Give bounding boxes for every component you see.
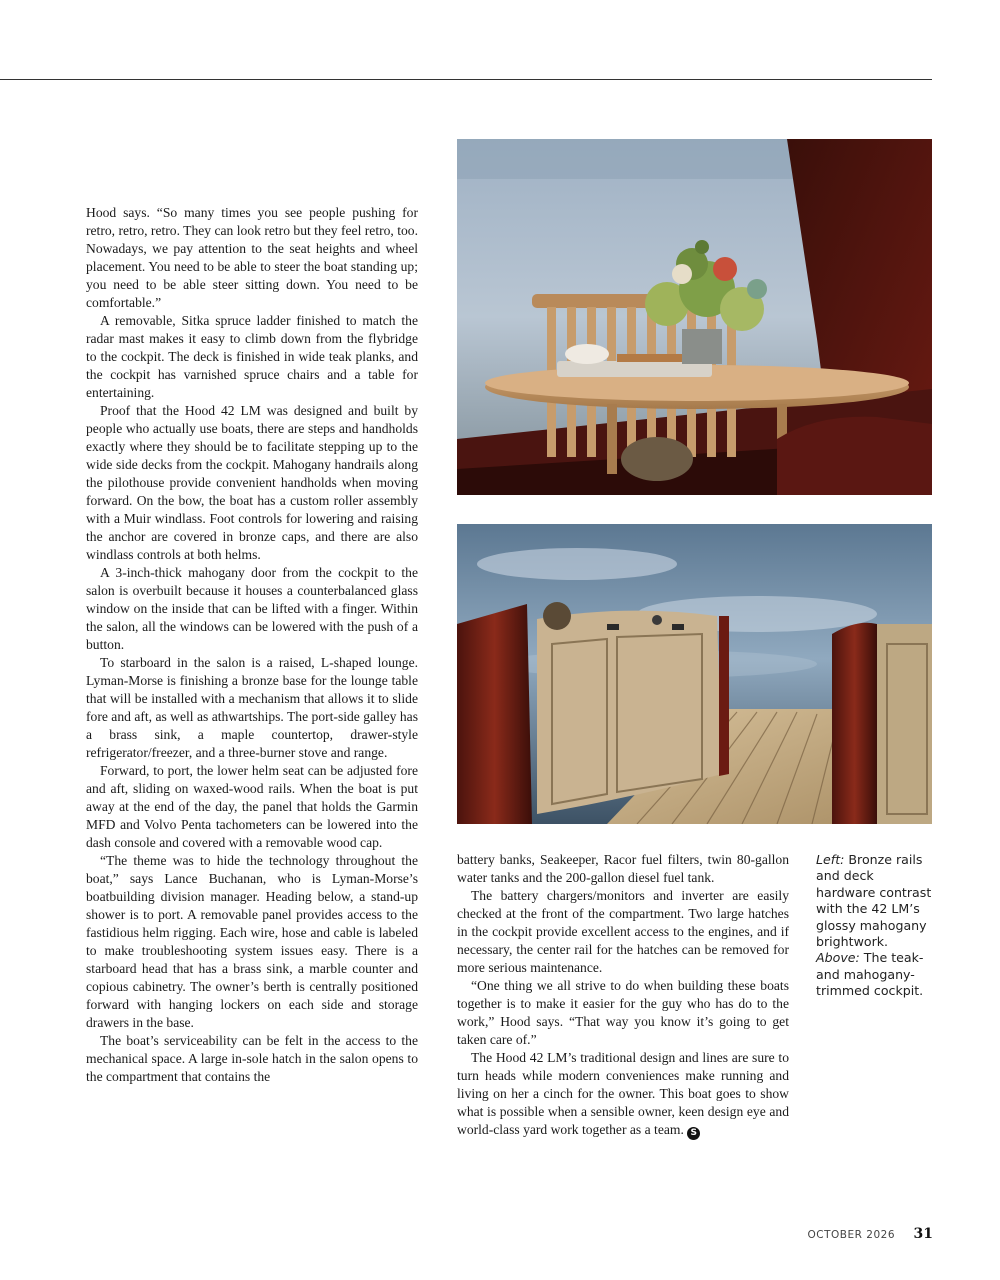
paragraph: A removable, Sitka spruce ladder finished to match the radar mast makes it easy to climb down from the flybridge to the cockpit. The deck is finished in wide teak planks, and the cockpit has varnished spruce chairs and a table for entertaining. bbox=[86, 313, 418, 400]
page-number: 31 bbox=[913, 1226, 933, 1242]
paragraph: Forward, to port, the lower helm seat can be adjusted fore and aft, sliding on waxed-wood rails. When the boat is put away at the end of the day, the panel that holds the Garmin MFD and Volvo Penta tachometers can be lowered into the dash console and covered with a removable wood cap. bbox=[86, 763, 418, 850]
paragraph: A 3-inch-thick mahogany door from the cockpit to the salon is overbuilt because it houses a counterbalanced glass window on the inside that can be lifted with a finger. Within the salon, all the windows can be lowered with the push of a button. bbox=[86, 565, 418, 652]
caption-above-label: Above: bbox=[816, 950, 860, 966]
caption-left-text: Bronze rails and deck hardware contrast with the 42 LM’s glossy mahogany brightwork. bbox=[816, 852, 932, 950]
paragraph: Hood says. “So many times you see people pushing for retro, retro, retro. They can look retro but they feel retro, too. Nowadays, we pay attention to the seat heights and wheel placement. You need to be able to steer the boat standing up; you need to be able steer sitting down. You need to be comfortable.” bbox=[86, 205, 418, 310]
paragraph: battery banks, Seakeeper, Racor fuel filters, twin 80-gallon water tanks and the 200-gallon diesel fuel tank. bbox=[457, 852, 789, 885]
paragraph: To starboard in the salon is a raised, L-shaped lounge. Lyman-Morse is finishing a bronze base for the lounge table that will be installed with a mechanism that allows it to slide fore and aft, as well as athwartships. The port-side galley has a brass sink, a maple countertop, drawer-style refrigerator/freezer, and a three-burner stove and range. bbox=[86, 655, 418, 760]
paragraph bbox=[457, 1049, 789, 1140]
paragraph-text: The Hood 42 LM’s traditional design and lines are sure to turn heads while modern conveniences make running and living on her a cinch for the owner. This boat goes to show what is possible when a sensible owner, keen design eye and world-class yard work together as a team. bbox=[457, 1050, 789, 1137]
header-rule bbox=[0, 79, 932, 80]
photo-cockpit-table bbox=[457, 139, 932, 495]
footer-issue-date: OCTOBER 2026 bbox=[807, 1229, 895, 1241]
article-column-2 bbox=[457, 851, 789, 1140]
paragraph: “The theme was to hide the technology throughout the boat,” says Lance Buchanan, who is Lyman-Morse’s boatbuilding division manager. Heading below, a stand-up shower is to port. A removable panel provides access to the fastidious helm rigging. Each wire, hose and cable is labeled to make troubleshooting system issues easy. There is a starboard head that has a brass sink, a marble counter and copious cabinetry. The owner’s berth is centrally positioned forward with hanging lockers on each side and storage drawers in the base. bbox=[86, 853, 418, 1030]
paragraph: The boat’s serviceability can be felt in the access to the mechanical space. A large in-sole hatch in the salon opens to the compartment that contains the bbox=[86, 1033, 418, 1084]
photo-caption bbox=[816, 852, 932, 1000]
caption-above-text: The teak- and mahogany-trimmed cockpit. bbox=[816, 950, 924, 999]
end-mark-icon: S bbox=[687, 1127, 700, 1140]
article-column-1 bbox=[86, 204, 418, 1086]
paragraph: “One thing we all strive to do when building these boats together is to make it easier for the guy who has do to the work,” Hood says. “That way you know it’s going to get taken care of.” bbox=[457, 978, 789, 1047]
caption-left-label: Left: bbox=[816, 852, 845, 867]
paragraph: The battery chargers/monitors and inverter are easily checked at the front of the compartment. Two large hatches in the cockpit provide excellent access to the engines, and if necessary, the center rail for the hatches can be removed for more serious maintenance. bbox=[457, 888, 789, 975]
paragraph: Proof that the Hood 42 LM was designed and built by people who actually use boats, there are steps and handholds exactly where they should be to facilitate stepping up to the wide side decks from the cockpit. Mahogany handrails along the pilothouse provide convenient handholds when moving forward. On the bow, the boat has a custom roller assembly with a Muir windlass. Foot controls for lowering and raising the anchor are covered in bronze caps, and there are also windlass controls at both helms. bbox=[86, 403, 418, 562]
photo-teak-cockpit bbox=[457, 524, 932, 824]
